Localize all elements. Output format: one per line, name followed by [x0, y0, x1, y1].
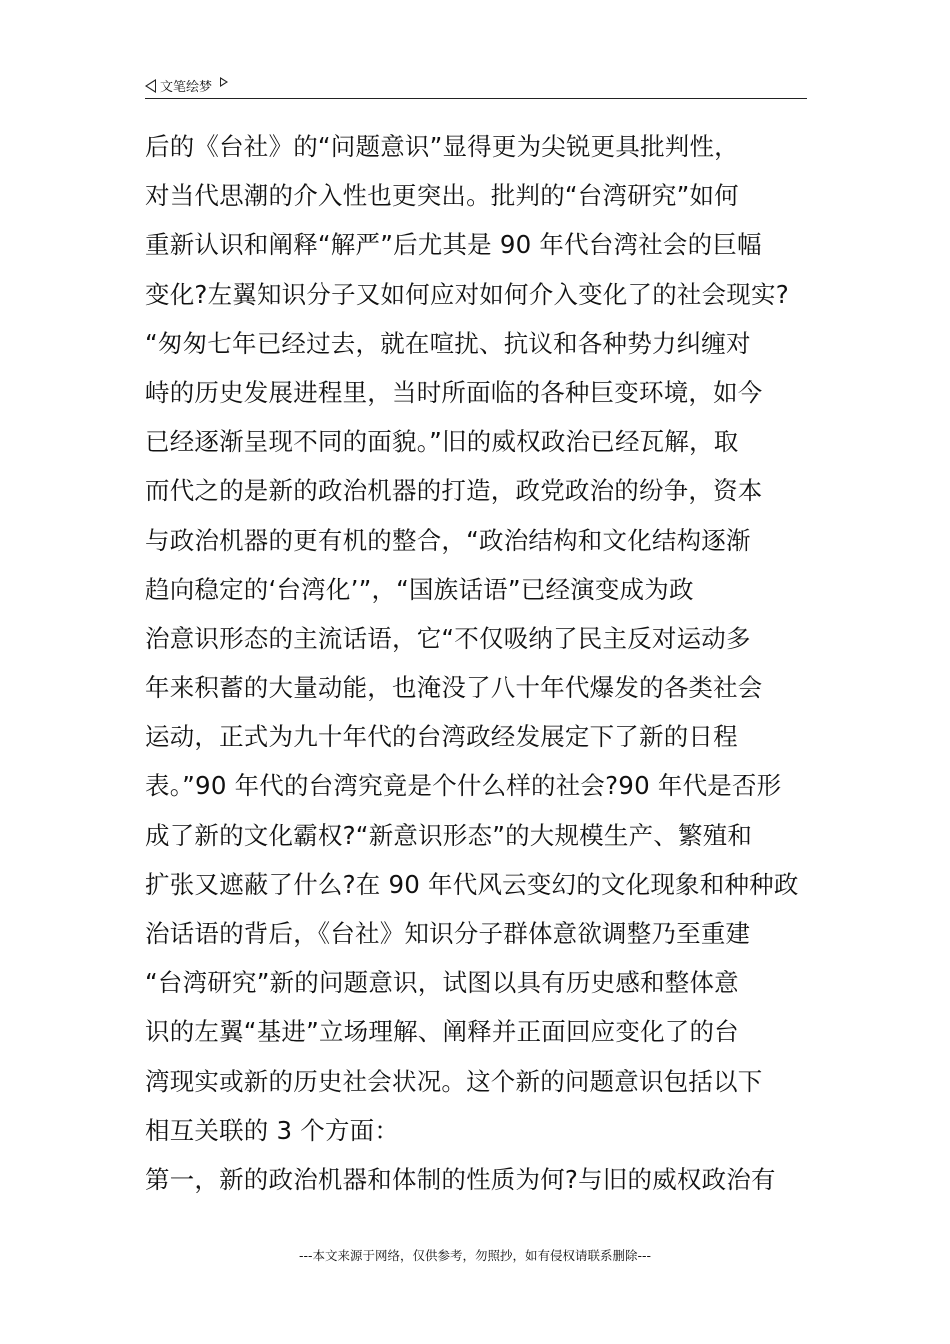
triangle-right-icon	[220, 77, 228, 87]
page-header	[145, 74, 807, 99]
text-line: 趋向稳定的‘台湾化’”，“国族话语”已经演变成为政	[145, 574, 694, 604]
text-line: 运动，正式为九十年代的台湾政经发展定下了新的日程	[145, 722, 738, 752]
text-line: 后的《台社》的“问题意识”显得更为尖锐更具批判性，	[145, 132, 739, 161]
text-line: 对当代思潮的介入性也更突出。批判的“台湾研究”如何	[145, 181, 739, 211]
text-line: 峙的历史发展进程里，当时所面临的各种巨变环境，如今	[145, 377, 763, 407]
text-line: “台湾研究”新的问题意识，试图以具有历史感和整体意	[145, 968, 739, 998]
text-line: 与政治机器的更有机的整合，“政治结构和文化结构逐渐	[145, 525, 751, 555]
text-line: 成了新的文化霸权?“新意识形态”的大规模生产、繁殖和	[145, 820, 753, 850]
body-text	[145, 122, 825, 1204]
text-line: 第一，新的政治机器和体制的性质为何?与旧的威权政治有	[145, 1164, 776, 1194]
text-line: 重新认识和阐释“解严”后尤其是 90 年代台湾社会的巨幅	[145, 230, 762, 260]
text-line: 治意识形态的主流话语，它“不仅吸纳了民主反对运动多	[145, 623, 751, 653]
text-line: 而代之的是新的政治机器的打造，政党政治的纷争，资本	[145, 476, 763, 506]
text-line: 已经逐渐呈现不同的面貌。”旧的威权政治已经瓦解，取	[145, 427, 739, 457]
page-footer: ---本文来源于网络，仅供参考，勿照抄，如有侵权请联系删除---	[298, 1248, 652, 1263]
text-line: 治话语的背后，《台社》知识分子群体意欲调整乃至重建	[145, 919, 751, 948]
header-title: 文笔绘梦	[160, 79, 213, 95]
text-line: 识的左翼“基进”立场理解、阐释并正面回应变化了的台	[145, 1017, 739, 1047]
text-line: 扩张又遮蔽了什么?在 90 年代风云变幻的文化现象和种种政	[145, 869, 799, 899]
triangle-left-icon	[145, 79, 156, 93]
text-line: 表。”90 年代的台湾究竟是个什么样的社会?90 年代是否形	[145, 771, 782, 801]
text-line: 年来积蓄的大量动能，也淹没了八十年代爆发的各类社会	[145, 673, 763, 703]
text-line: 相互关联的 3 个方面：	[145, 1115, 400, 1145]
text-line: 变化?左翼知识分子又如何应对如何介入变化了的社会现实?	[145, 279, 789, 309]
text-line: “匆匆七年已经过去，就在喧扰、抗议和各种势力纠缠对	[145, 328, 751, 358]
text-line: 湾现实或新的历史社会状况。这个新的问题意识包括以下	[145, 1066, 763, 1096]
